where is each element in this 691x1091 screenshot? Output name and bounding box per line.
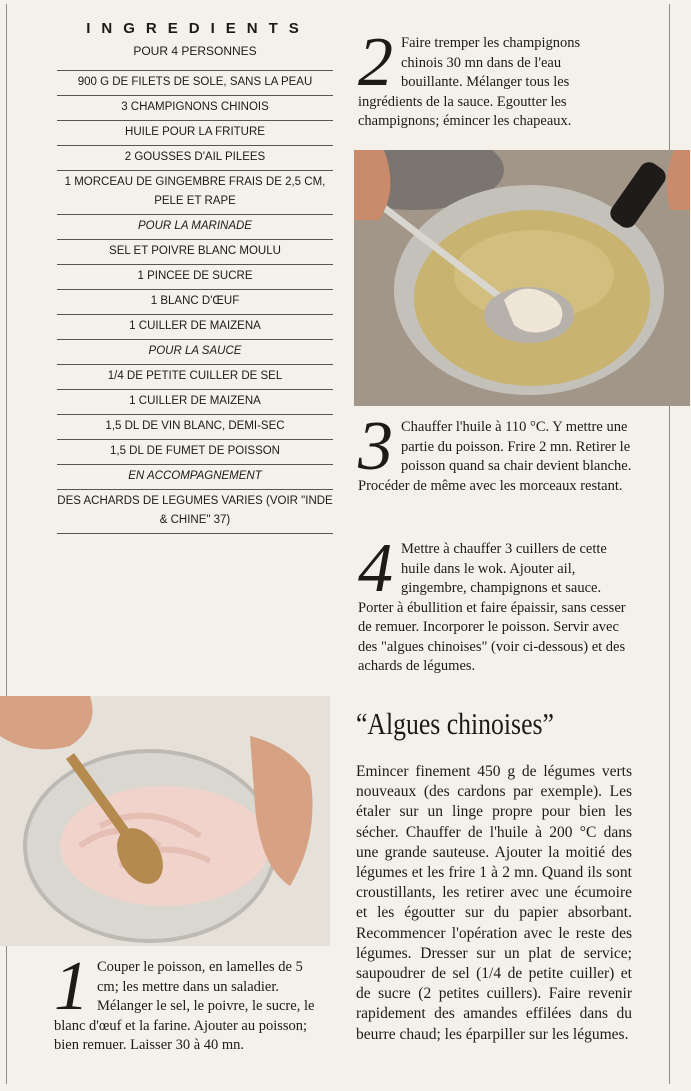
step-text-4: Mettre à chauffer 3 cuillers de cette huile dans le wok. Ajouter ail, gingembre, champignons et sauce. Porter à ébullition et faire épaissir, sans cesser de remuer. Incorporer le poisson. Servir avec des "algues chinoises" (voir ci-dessous) et des achards de légumes.	[358, 541, 626, 674]
ingredient-item: 1,5 DL DE FUMET DE POISSON	[57, 440, 333, 465]
frying-pot-photo	[354, 150, 690, 406]
step-number-2: 2	[358, 24, 393, 101]
ingredient-item: 1 CUILLER DE MAIZENA	[57, 315, 333, 340]
step-number-4: 4	[358, 530, 393, 607]
ingredients-serves: POUR 4 PERSONNES	[133, 44, 257, 58]
bowl-fish-strips	[60, 786, 270, 906]
ingredient-section-heading: POUR LA SAUCE	[57, 340, 333, 365]
ingredient-item: 1,5 DL DE VIN BLANC, DEMI-SEC	[57, 415, 333, 440]
step-number-3: 3	[358, 408, 393, 485]
ingredient-item: 1 MORCEAU DE GINGEMBRE FRAIS DE 2,5 CM, PELE ET RAPE	[57, 171, 333, 215]
ingredient-item: 1 BLANC D'ŒUF	[57, 290, 333, 315]
step-1	[54, 948, 324, 1056]
step-3	[358, 408, 638, 496]
ingredient-item: 2 GOUSSES D'AIL PILEES	[57, 146, 333, 171]
step-text-1: Couper le poisson, en lamelles de 5 cm; les mettre dans un saladier. Mélanger le sel, le poivre, le sucre, le blanc d'œuf et la farine. Ajouter au poisson; bien remuer. Laisser 30 à 40 mn.	[54, 959, 315, 1053]
ingredient-item: 1 PINCEE DE SUCRE	[57, 265, 333, 290]
ingredient-item: 3 CHAMPIGNONS CHINOIS	[57, 96, 333, 121]
step-text-3: Chauffer l'huile à 110 °C. Y mettre une partie du poisson. Frire 2 mn. Retirer le poisson quand sa chair devient blanche. Procéder de même avec les morceaux restant.	[358, 419, 632, 494]
ingredient-item: 1 CUILLER DE MAIZENA	[57, 390, 333, 415]
ingredient-item: 900 G DE FILETS DE SOLE, SANS LA PEAU	[57, 71, 333, 96]
mixing-bowl-illustration	[0, 696, 330, 946]
algues-title: “Algues chinoises”	[356, 706, 554, 741]
ingredient-item: HUILE POUR LA FRITURE	[57, 121, 333, 146]
ingredient-section-heading: POUR LA MARINADE	[57, 215, 333, 240]
ingredients-title: INGREDIENTS	[86, 20, 310, 37]
mixing-bowl-photo	[0, 696, 330, 946]
ingredient-item: 1/4 DE PETITE CUILLER DE SEL	[57, 365, 333, 390]
frying-pot-illustration	[354, 150, 690, 406]
algues-text: Emincer finement 450 g de légumes verts nouveaux (des cardons par exemple). Les étaler sur un linge propre pour bien les sécher. Chauffer de l'huile à 200 °C dans une grande sauteuse. Ajouter la moitié des légumes et les frire 1 à 2 mn. Quand ils sont croustillants, les retirer avec une écumoire et les égoutter sur du papier absorbant. Recommencer l'opération avec le reste des légumes. Dresser sur un plat de service; saupoudrer de sel (1/4 de petite cuiller) et de sucre (2 petites cuillers). Faire revenir rapidement des amandes effilées dans du beurre chaud; les éparpiller sur les légumes.	[356, 763, 632, 1043]
step-number-1: 1	[54, 948, 89, 1025]
ingredient-item: DES ACHARDS DE LEGUMES VARIES (VOIR "INDE & CHINE" 37)	[57, 490, 333, 534]
step-2	[358, 24, 604, 132]
ingredient-item: SEL ET POIVRE BLANC MOULU	[57, 240, 333, 265]
ingredients-panel	[57, 18, 333, 534]
step-text-2: Faire tremper les champignons chinois 30 mn dans de l'eau bouillante. Mélanger tous les ingrédients de la sauce. Egoutter les champignons; émincer les chapeaux.	[358, 35, 581, 129]
ingredient-section-heading: EN ACCOMPAGNEMENT	[57, 465, 333, 490]
ingredients-list	[57, 70, 333, 534]
step-4	[358, 530, 638, 677]
